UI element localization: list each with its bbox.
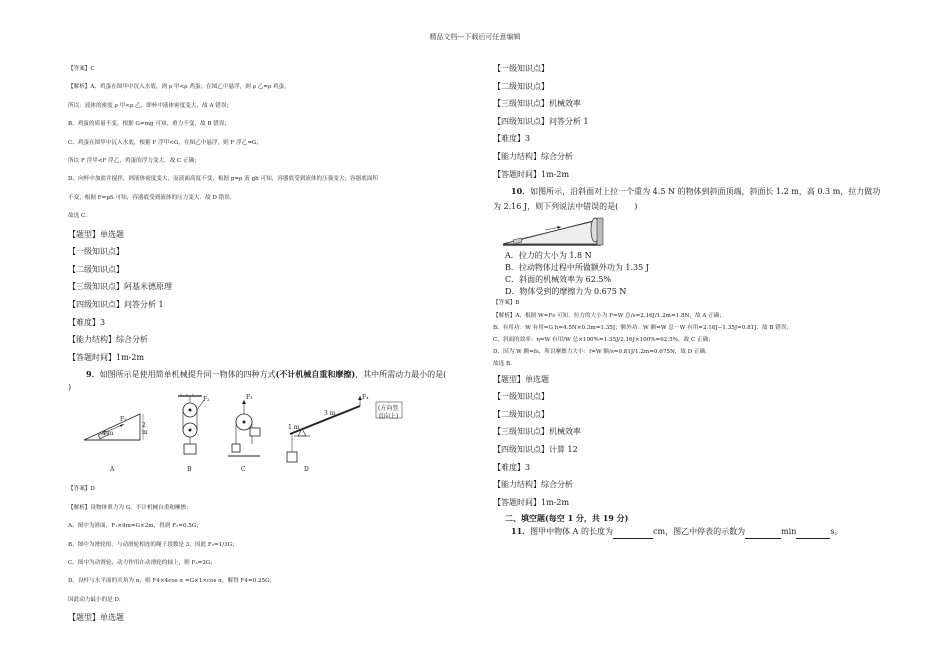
figure-b-pulley-block <box>170 394 210 474</box>
answer-blank[interactable] <box>745 525 781 539</box>
answer-blank[interactable] <box>796 525 830 539</box>
slope-label: 4 m <box>102 430 114 438</box>
q10-option: B．拉动物体过程中所做额外功为 1.35 J <box>505 262 649 272</box>
meta-line: 【难度】3 <box>493 462 531 472</box>
arm-label: 3 m <box>324 410 336 418</box>
question-text: 如图所示，沿斜面对上拉一个重为 4.5 N 的物体到斜面顶端，斜面长 1.2 m，高 0.3 m，拉力做功为 2.16 J，则下列说法中错误的是( ) <box>493 187 881 211</box>
meta-line: 【能力结构】综合分析 <box>493 480 573 490</box>
analysis-line: D、向杯中加盐并搅拌，则液体密度变大，而液面高度不变，根据 p=ρ 液 gh 可知，容器底受到液体的压强变大；容器底面积 <box>68 176 379 183</box>
question-number: 10． <box>511 186 531 197</box>
q10-analysis-line: C、斜面的效率：η=W 有用/W 总×100%=1.35J/2.16J×100%=62.5%，故 C 正确； <box>493 336 714 343</box>
question-text: 图甲中物体 A 的长度为 <box>530 527 614 537</box>
meta-line: 【能力结构】综合分析 <box>68 335 148 345</box>
question-text-tail: ，其中所需动力最小的是( <box>355 370 447 380</box>
q8-answer: 【答案】C <box>68 66 95 72</box>
q9-analysis-line: D、设杆与水平面的夹角为 α，则 F4×4cos α =G×1×cos α，解得 F4=0.25G； <box>68 578 276 585</box>
meta-line: 【能力结构】综合分析 <box>493 151 573 161</box>
direction-note: (方向竖 <box>378 405 399 413</box>
q9-type: 【题型】单选题 <box>68 613 124 623</box>
meta-line: 【三级知识点】机械效率 <box>493 427 581 437</box>
height-label: 2 m <box>142 422 148 437</box>
meta-line: 【一级知识点】 <box>68 247 124 257</box>
page-header: 精品文档---下载后可任意编辑 <box>429 33 521 41</box>
analysis-line: 不变，根据 F=pS 可知，容器底受到液体的压力变大．故 D 错误． <box>68 194 236 201</box>
q9-figures <box>68 394 463 478</box>
meta-line: 【二级知识点】 <box>493 409 549 419</box>
question-text: 如图所示是使用简单机械提升同一物体的四种方式 <box>99 370 276 380</box>
left-column <box>68 60 463 627</box>
q9-analysis-line: 因此动力最小的是 D． <box>68 596 125 603</box>
force-label: F₃ <box>246 394 253 402</box>
q9-analysis-line: C、图中为动滑轮，动力作用在动滑轮的轴上，则 F₃=2G； <box>68 560 216 567</box>
meta-line: 【难度】3 <box>493 134 531 144</box>
analysis-line: C、鸡蛋在图甲中沉入水底，根据 F 浮甲<G，在图乙中悬浮，则 F 浮乙=G， <box>68 139 263 146</box>
question-11 <box>493 525 888 539</box>
direction-note: 直向上) <box>378 413 399 421</box>
q9-analysis-line: 【解析】设物体重力为 G，不计机械自重和摩擦： <box>68 504 192 511</box>
figure-q10-incline <box>501 214 888 250</box>
meta-line: 【二级知识点】 <box>68 264 124 274</box>
force-label: F₄ <box>362 394 369 402</box>
question-text: s。 <box>830 527 843 537</box>
q10-analysis-line: 故选 B． <box>493 361 516 368</box>
analysis-line: 【解析】A、鸡蛋在图甲中沉入水底，则 ρ 甲<ρ 鸡蛋；在图乙中悬浮，则 ρ 乙=ρ 鸡蛋， <box>68 84 290 91</box>
caption-b: B <box>187 466 192 474</box>
figure-a-incline <box>80 394 150 474</box>
meta-line: 【难度】3 <box>68 317 106 327</box>
force-label: F₁ <box>120 416 127 424</box>
figure-d-lever <box>280 394 410 474</box>
right-column <box>493 60 888 539</box>
question-close: ) <box>68 383 72 393</box>
question-number: 9． <box>86 369 100 380</box>
q10-option: A．拉力的大小为 1.8 N <box>505 251 592 261</box>
meta-line: 【二级知识点】 <box>493 81 549 91</box>
q10-analysis-line: 【解析】A、根据 W=Fs 可知，拉力的大小为 F=W 总/s=2.16J/1.2m=1.8N，故 A 正确； <box>493 312 726 319</box>
meta-line: 【一级知识点】 <box>493 64 549 73</box>
answer-blank[interactable] <box>613 525 653 539</box>
question-text: cm，图乙中停表的示数为 <box>653 527 746 537</box>
q10-analysis-line: B、有用功：W 有用=G h=4.5N×0.3m=1.35J；额外功：W 额=W 总－W 有用=2.16J−1.35J=0.81J，故 B 错误； <box>493 324 793 331</box>
q10-answer: 【答案】B <box>493 300 520 307</box>
analysis-line: 所以 F 浮甲<F 浮乙，鸡蛋的浮力变大．故 C 正确； <box>68 158 200 165</box>
arm-label: 1 m <box>288 424 300 432</box>
question-text: min <box>781 527 797 537</box>
q9-answer: 【答案】D <box>68 486 95 493</box>
meta-line: 【题型】单选题 <box>68 229 124 239</box>
q10-option: D．物体受到的摩擦力为 0.675 N <box>505 286 627 296</box>
section-heading: 二、填空题(每空 1 分，共 19 分) <box>505 513 629 524</box>
q10-analysis-line: D、因为 W 额=fs，所以摩擦力大小：f=W 额/s=0.81J/1.2m=0.675N，故 D 正确． <box>493 349 711 356</box>
meta-line: 【答题时间】1m-2m <box>493 497 570 507</box>
meta-line: 【四级知识点】计算 12 <box>493 444 578 454</box>
analysis-line: B、鸡蛋的质量不变，根据 G=mg 可知，重力不变，故 B 错误； <box>68 121 231 128</box>
q9-analysis-line: A、图中为斜面，F₁×4m=G×2m，得到 F₁=0.5G； <box>68 523 202 530</box>
figure-c-movable-pulley <box>224 394 264 474</box>
meta-line: 【四级知识点】问答分析 1 <box>493 116 589 126</box>
question-10 <box>493 184 888 214</box>
question-9 <box>68 368 463 394</box>
meta-line: 【四级知识点】问答分析 1 <box>68 300 164 310</box>
q10-option: C．斜面的机械效率为 62.5% <box>505 274 612 284</box>
analysis-line: 故选 C． <box>68 213 91 220</box>
caption-d: D <box>304 466 309 474</box>
meta-line: 【答题时间】1m-2m <box>68 352 145 362</box>
analysis-line: 所以：液体的密度 ρ 甲<ρ 乙，即杯中液体密度变大，故 A 错误； <box>68 102 233 109</box>
meta-line: 【题型】单选题 <box>493 374 549 384</box>
meta-line: 【一级知识点】 <box>493 392 549 402</box>
question-number: 11． <box>511 526 531 537</box>
caption-a: A <box>110 466 115 474</box>
q9-analysis-line: B、图中为滑轮组，与动滑轮相连的绳子段数是 3，因此 F₂=1/3G； <box>68 541 238 548</box>
meta-line: 【答题时间】1m-2m <box>493 169 570 179</box>
meta-line: 【三级知识点】阿基米德原理 <box>68 282 172 292</box>
caption-c: C <box>241 466 246 474</box>
question-emphasis: (不计机械自重和摩擦) <box>275 369 356 380</box>
meta-line: 【三级知识点】机械效率 <box>493 99 581 109</box>
force-label: F₂ <box>203 396 210 404</box>
